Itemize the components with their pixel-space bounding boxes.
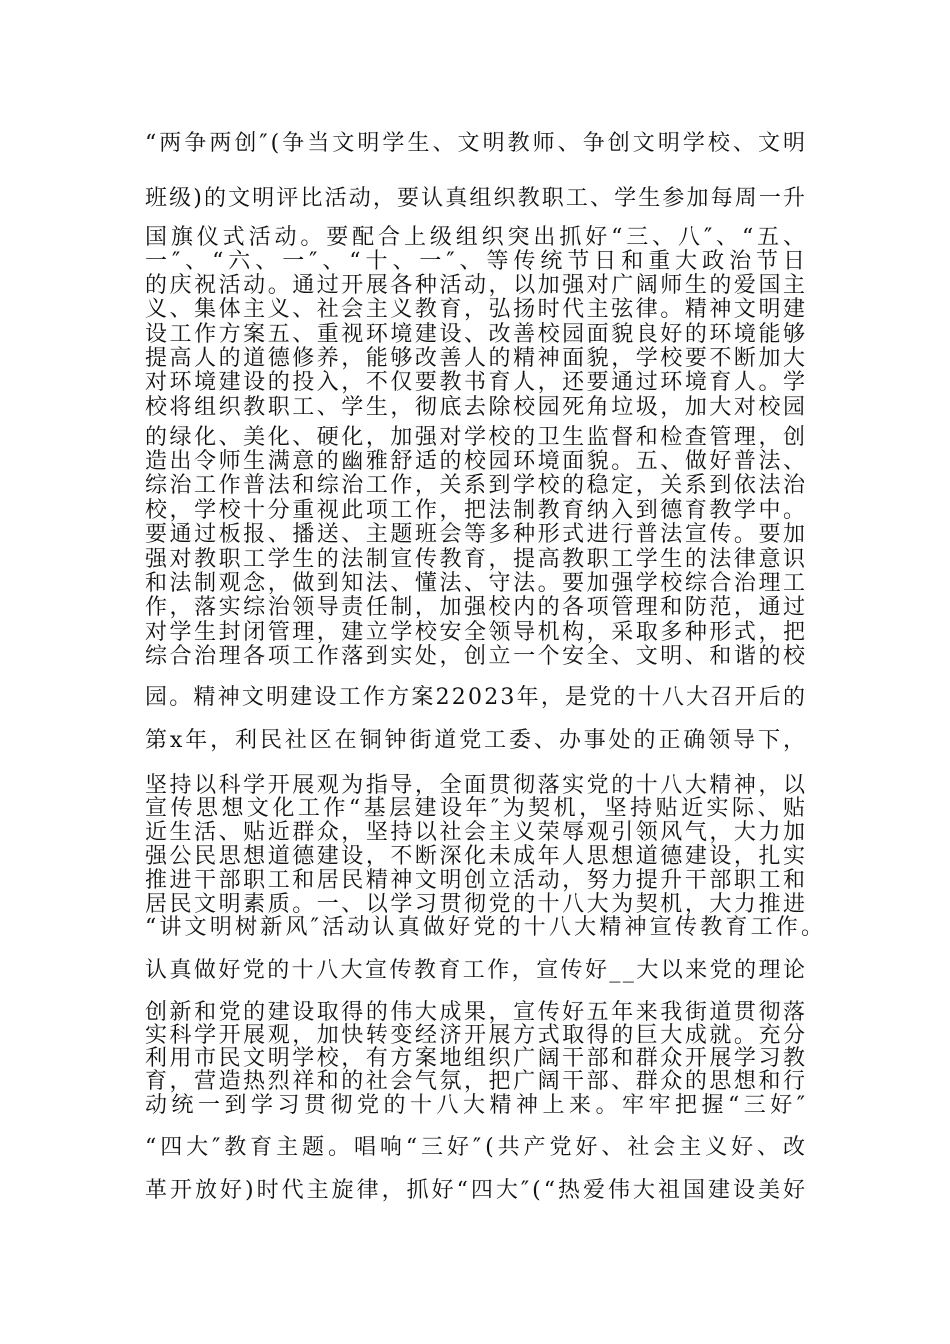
text-line: 校，学校十分重视此项工作，把法制教育纳入到德育教学中。 [145, 498, 808, 523]
text-line: 坚持以科学开展观为指导，全面贯彻落实党的十八大精神，以 [145, 773, 808, 798]
text-line: 和法制观念，做到知法、懂法、守法。要加强学校综合治理工 [145, 571, 808, 596]
text-line: 育，营造热烈祥和的社会气氛，把广阔干部、群众的思想和行 [145, 1069, 808, 1094]
text-line: 国旗仪式活动。要配合上级组织突出抓好“三、八″、“五、 [145, 225, 809, 250]
text-line: 推进干部职工和居民精神文明创立活动，努力提升干部职工和 [145, 868, 808, 893]
text-line: 综合治理各项工作落到实处，创立一个安全、文明、和谐的校 [145, 644, 808, 669]
text-line: 实科学开展观，加快转变经济开展方式取得的巨大成就。充分 [145, 1023, 808, 1048]
text-line: 创新和党的建设取得的伟大成果，宣传好五年来我街道贯彻落 [145, 1000, 808, 1025]
text-line: 近生活、贴近群众，坚持以社会主义荣辱观引领风气，大力加 [145, 820, 808, 845]
text-line: 利用市民文明学校，有方案地组织广阔干部和群众开展学习教 [145, 1046, 808, 1071]
text-line: 综治工作普法和综治工作，关系到学校的稳定，关系到依法治 [145, 473, 808, 498]
text-line: 的绿化、美化、硬化，加强对学校的卫生监督和检查管理，创 [145, 425, 808, 450]
text-line: 认真做好党的十八大宣传教育工作，宣传好__大以来党的理论 [145, 958, 808, 983]
text-line: 造出令师生满意的幽雅舒适的校园环境面貌。五、做好普法、 [145, 449, 808, 474]
text-line: 居民文明素质。一、以学习贯彻党的十八大为契机，大力推进 [145, 892, 808, 917]
text-line: 要通过板报、播送、主题班会等多种形式进行普法宣传。要加 [145, 522, 808, 547]
text-line: 动统一到学习贯彻党的十八大精神上来。牢牢把握“三好″ [145, 1093, 810, 1118]
text-line: 校将组织教职工、学生，彻底去除校园死角垃圾，加大对校园 [145, 395, 808, 420]
text-line: “讲文明树新风″活动认真做好党的十八大精神宣传教育工作。 [145, 915, 827, 940]
text-line: 的庆祝活动。通过开展各种活动，以加强对广阔师生的爱国主 [145, 273, 808, 298]
text-line: 作，落实综治领导责任制，加强校内的各项管理和防范，通过 [145, 595, 808, 620]
text-line: 宣传思想文化工作“基层建设年″为契机，坚持贴近实际、贴 [145, 796, 809, 821]
text-line: 义、集体主义、社会主义教育，弘扬时代主弦律。精神文明建 [145, 297, 808, 322]
text-line: 强对教职工学生的法制宣传教育，提高教职工学生的法律意识 [145, 547, 808, 572]
text-line: 提高人的道德修养，能够改善人的精神面貌，学校要不断加大 [145, 346, 808, 371]
text-line: 班级)的文明评比活动，要认真组织教职工、学生参加每周一升 [145, 186, 808, 211]
text-line: 一″、“六、一″、“十、一″、等传统节日和重大政治节日 [145, 249, 810, 274]
text-line: 设工作方案五、重视环境建设、改善校园面貌良好的环境能够 [145, 322, 808, 347]
text-line: “四大″教育主题。唱响“三好″(共产党好、社会主义好、改 [145, 1135, 809, 1160]
text-line: 第x年，利民社区在铜钟街道党工委、办事处的正确领导下， [145, 728, 808, 753]
text-line: 强公民思想道德建设，不断深化未成年人思想道德建设，扎实 [145, 844, 808, 869]
text-line: 对环境建设的投入，不仅要教书育人，还要通过环境育人。学 [145, 370, 808, 395]
text-line: 革开放好)时代主旋律，抓好“四大″(“热爱伟大祖国建设美好 [145, 1178, 808, 1203]
text-line: 对学生封闭管理，建立学校安全领导机构，采取多种形式，把 [145, 620, 808, 645]
text-line: “两争两创″(争当文明学生、文明教师、争创文明学校、文明 [145, 131, 809, 156]
text-line: 园。精神文明建设工作方案22023年，是党的十八大召开后的 [145, 685, 808, 710]
